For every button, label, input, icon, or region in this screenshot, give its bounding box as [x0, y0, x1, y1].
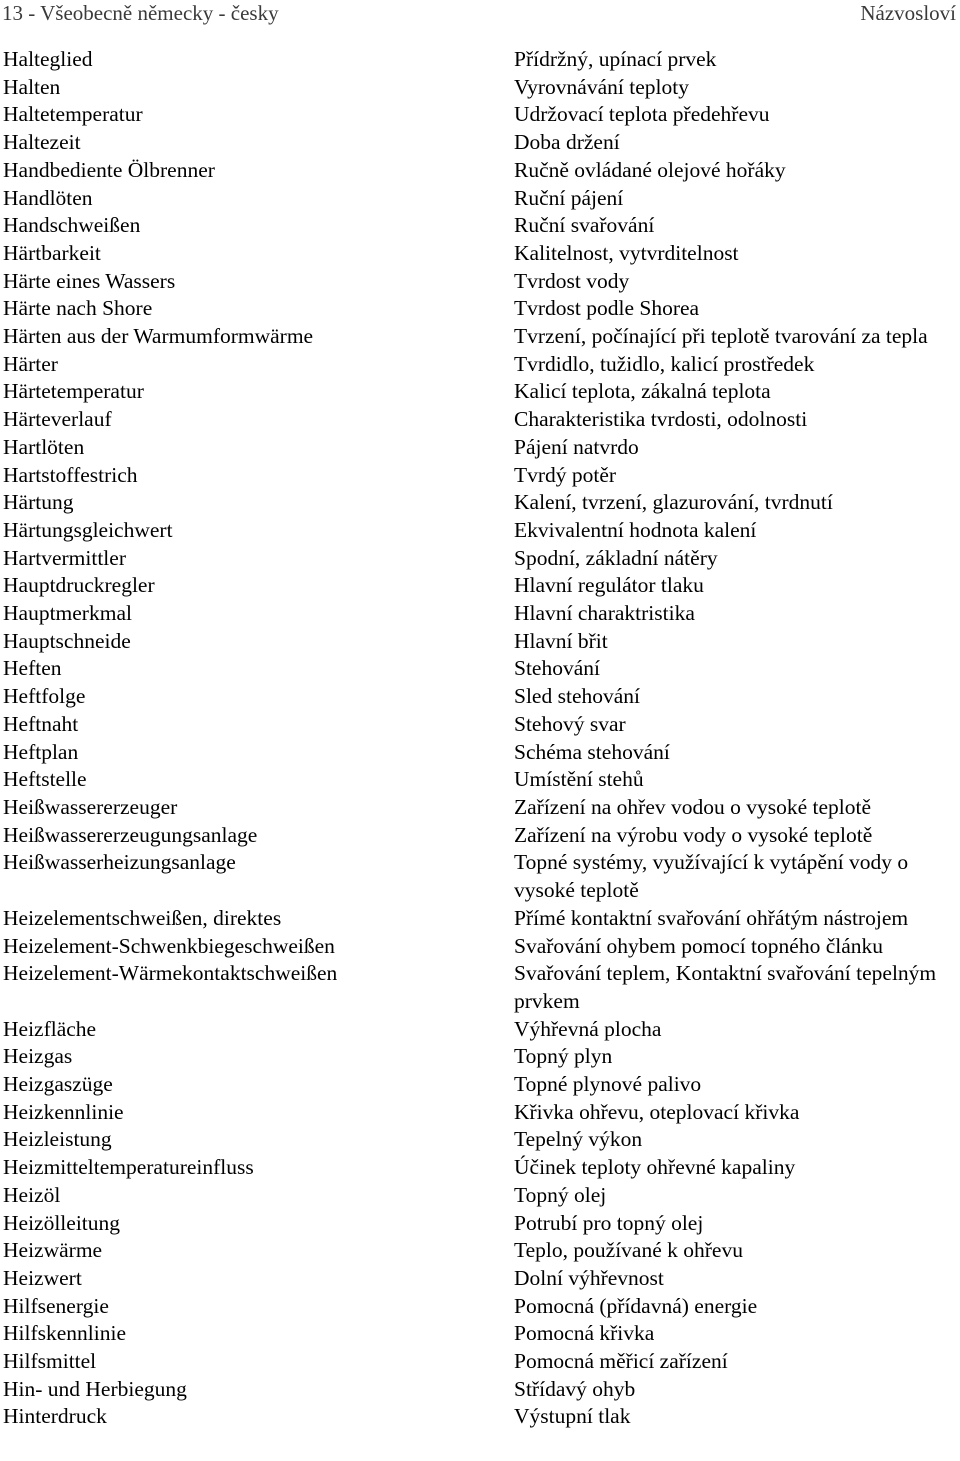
czech-term: Topné plynové palivo [514, 1072, 702, 1097]
german-term: Heizkennlinie [3, 1099, 124, 1124]
glossary-entry [0, 378, 960, 406]
glossary-entry [0, 739, 960, 767]
glossary-entry [0, 545, 960, 573]
glossary-entry [0, 1071, 960, 1099]
german-term: Heizgaszüge [3, 1072, 113, 1097]
german-term: Härte eines Wassers [3, 268, 176, 293]
czech-term: Topný plyn [514, 1044, 613, 1069]
german-term: Härtung [3, 490, 74, 515]
glossary-entry [0, 434, 960, 462]
german-term: Härte nach Shore [3, 296, 153, 321]
czech-term: Tepelný výkon [514, 1127, 643, 1152]
glossary-entry [0, 489, 960, 517]
glossary-entry [0, 1376, 960, 1404]
german-term: Heißwasserheizungsanlage [3, 850, 236, 875]
german-term: Härter [3, 351, 58, 376]
czech-term: Ekvivalentní hodnota kalení [514, 517, 757, 542]
glossary-entry [0, 572, 960, 600]
german-term: Halteglied [3, 47, 93, 71]
glossary-entry [0, 406, 960, 434]
german-term: Härten aus der Warmumformwärme [3, 324, 314, 349]
czech-term: Tvrdost vody [514, 268, 630, 293]
german-term: Halten [3, 74, 61, 99]
czech-term: Střídavý ohyb [514, 1376, 636, 1401]
czech-term: Hlavní charaktristika [514, 601, 695, 626]
czech-term: Svařování teplem, Kontaktní svařování tepelným prvkem [514, 961, 937, 1013]
czech-term: Ruční svařování [514, 213, 655, 238]
czech-term: Kalení, tvrzení, glazurování, tvrdnutí [514, 490, 833, 515]
czech-term: Spodní, základní nátěry [514, 545, 718, 570]
german-term: Hilfsenergie [3, 1293, 109, 1318]
header-category: Názvosloví [860, 1, 956, 25]
german-term: Hauptmerkmal [3, 601, 132, 626]
glossary-entry [0, 1043, 960, 1071]
czech-term: Přímé kontaktní svařování ohřátým nástrojem [514, 905, 909, 930]
czech-term: Zařízení na výrobu vody o vysoké teplotě [514, 822, 873, 847]
german-term: Heizelementschweißen, direktes [3, 905, 282, 930]
glossary-entry [0, 960, 960, 1015]
czech-term: Tvrzení, počínající při teplotě tvarování za tepla [514, 324, 928, 349]
glossary-entry [0, 157, 960, 185]
glossary-entry [0, 905, 960, 933]
glossary-entry [0, 351, 960, 379]
czech-term: Stehování [514, 656, 600, 681]
german-term: Heftplan [3, 739, 79, 764]
german-term: Härtungsgleichwert [3, 517, 173, 542]
glossary-entry [0, 46, 960, 74]
german-term: Hin- und Herbiegung [3, 1376, 187, 1401]
glossary-entry [0, 1320, 960, 1348]
czech-term: Umístění stehů [514, 767, 644, 792]
german-term: Hartvermittler [3, 545, 126, 570]
glossary-entry [0, 185, 960, 213]
glossary-entry [0, 822, 960, 850]
german-term: Hauptdruckregler [3, 573, 155, 598]
glossary-entry [0, 600, 960, 628]
german-term: Heizwert [3, 1265, 82, 1290]
german-term: Heizleistung [3, 1127, 112, 1152]
czech-term: Výhřevná plocha [514, 1016, 662, 1041]
czech-term: Schéma stehování [514, 739, 670, 764]
glossary-entry [0, 1099, 960, 1127]
czech-term: Sled stehování [514, 684, 640, 709]
czech-term: Účinek teploty ohřevné kapaliny [514, 1155, 796, 1180]
page-header [0, 0, 960, 26]
czech-term: Kalitelnost, vytvrditelnost [514, 240, 739, 265]
glossary-entry [0, 655, 960, 683]
czech-term: Křivka ohřevu, oteplovací křivka [514, 1099, 800, 1124]
german-term: Heftstelle [3, 767, 87, 792]
german-term: Handlöten [3, 185, 93, 210]
glossary-entry [0, 1210, 960, 1238]
glossary-entry [0, 212, 960, 240]
czech-term: Udržovací teplota předehřevu [514, 102, 770, 127]
glossary-entry [0, 101, 960, 129]
czech-term: Pomocná křivka [514, 1321, 655, 1346]
glossary-entry [0, 794, 960, 822]
czech-term: Pájení natvrdo [514, 434, 639, 459]
german-term: Heizwärme [3, 1238, 103, 1263]
german-term: Härteverlauf [3, 407, 112, 432]
german-term: Hartlöten [3, 434, 85, 459]
czech-term: Pomocná (přídavná) energie [514, 1293, 758, 1318]
czech-term: Tvrdost podle Shorea [514, 296, 700, 321]
czech-term: Ruční pájení [514, 185, 624, 210]
german-term: Heften [3, 656, 62, 681]
german-term: Heizgas [3, 1044, 73, 1069]
german-term: Härtetemperatur [3, 379, 144, 404]
czech-term: Teplo, používané k ohřevu [514, 1238, 743, 1263]
glossary-entry [0, 295, 960, 323]
czech-term: Tvrdý potěr [514, 462, 617, 487]
czech-term: Hlavní regulátor tlaku [514, 573, 704, 598]
czech-term: Potrubí pro topný olej [514, 1210, 704, 1235]
german-term: Hauptschneide [3, 628, 131, 653]
czech-term: Hlavní břit [514, 628, 608, 653]
german-term: Heftfolge [3, 684, 86, 709]
czech-term: Výstupní tlak [514, 1404, 631, 1429]
glossary-entry [0, 74, 960, 102]
glossary-entry [0, 628, 960, 656]
glossary-entry [0, 711, 960, 739]
glossary-entry [0, 323, 960, 351]
czech-term: Kalicí teplota, zákalná teplota [514, 379, 771, 404]
glossary-entry [0, 1403, 960, 1431]
german-term: Hartstoffestrich [3, 462, 138, 487]
german-term: Haltetemperatur [3, 102, 143, 127]
german-term: Heizölleitung [3, 1210, 121, 1235]
czech-term: Přídržný, upínací prvek [514, 47, 717, 71]
glossary-entry [0, 1348, 960, 1376]
german-term: Heizfläche [3, 1016, 97, 1041]
german-term: Heizelement-Wärmekontaktschweißen [3, 961, 338, 986]
glossary-entry [0, 766, 960, 794]
czech-term: Vyrovnávání teploty [514, 74, 689, 99]
czech-term: Doba držení [514, 130, 620, 155]
glossary-entry [0, 268, 960, 296]
czech-term: Svařování ohybem pomocí topného článku [514, 933, 884, 958]
czech-term: Charakteristika tvrdosti, odolnosti [514, 407, 808, 432]
glossary-entry [0, 1265, 960, 1293]
glossary-entry [0, 1154, 960, 1182]
czech-term: Stehový svar [514, 711, 626, 736]
czech-term: Dolní výhřevnost [514, 1265, 664, 1290]
german-term: Härtbarkeit [3, 240, 101, 265]
german-term: Handbediente Ölbrenner [3, 157, 215, 182]
glossary-entry [0, 849, 960, 904]
glossary-entry [0, 683, 960, 711]
german-term: Heizöl [3, 1182, 61, 1207]
czech-term: Topný olej [514, 1182, 607, 1207]
glossary-entry [0, 517, 960, 545]
czech-term: Pomocná měřicí zařízení [514, 1349, 728, 1374]
german-term: Heißwassererzeugungsanlage [3, 822, 258, 847]
german-term: Hilfskennlinie [3, 1321, 127, 1346]
glossary-entry [0, 1016, 960, 1044]
german-term: Heizmitteltemperatureinfluss [3, 1155, 254, 1180]
glossary-entry [0, 129, 960, 157]
glossary-entry [0, 1237, 960, 1265]
czech-term: Zařízení na ohřev vodou o vysoké teplotě [514, 794, 872, 819]
german-term: Handschweißen [3, 213, 141, 238]
glossary-list [0, 46, 960, 1431]
german-term: Heißwassererzeuger [3, 794, 178, 819]
glossary-entry [0, 933, 960, 961]
german-term: Hinterdruck [3, 1404, 107, 1429]
german-term: Haltezeit [3, 130, 81, 155]
czech-term: Tvrdidlo, tužidlo, kalicí prostředek [514, 351, 815, 376]
czech-term: Topné systémy, využívající k vytápění vody o vysoké teplotě [514, 850, 909, 903]
glossary-entry [0, 1182, 960, 1210]
glossary-entry [0, 462, 960, 490]
glossary-entry [0, 240, 960, 268]
german-term: Hilfsmittel [3, 1349, 97, 1374]
glossary-entry [0, 1126, 960, 1154]
glossary-entry [0, 1293, 960, 1321]
header-section-title: 13 - Všeobecně německy - česky [2, 1, 279, 25]
german-term: Heizelement-Schwenkbiegeschweißen [3, 933, 335, 958]
german-term: Heftnaht [3, 711, 79, 736]
czech-term: Ručně ovládané olejové hořáky [514, 157, 786, 182]
